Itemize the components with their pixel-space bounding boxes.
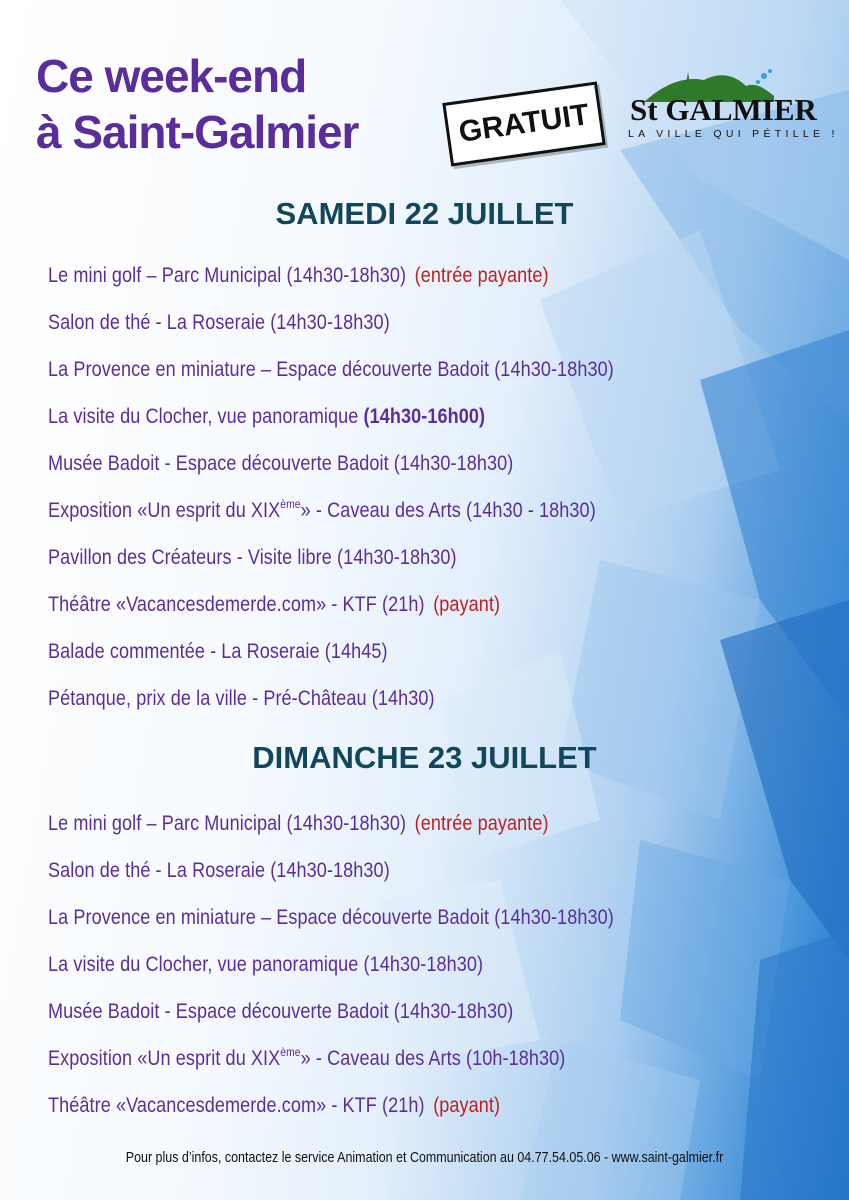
event-price-note: (entrée payante) <box>414 264 549 287</box>
event-text: Pétanque, prix de la ville - Pré-Château (14h30) <box>48 687 435 710</box>
event-item <box>48 487 614 534</box>
event-item <box>48 675 614 722</box>
event-text: Salon de thé - La Roseraie (14h30-18h30) <box>48 859 390 882</box>
footer-contact: Pour plus d’infos, contactez le service Animation et Communication au 04.77.54.05.06 - www.saint-galmier.fr <box>125 1150 724 1166</box>
stamp-label: GRATUIT <box>456 98 592 149</box>
event-item <box>48 534 614 581</box>
event-text-continued: » - Caveau des Arts (10h-18h30) <box>300 1047 566 1070</box>
saturday-events-list <box>48 252 706 722</box>
event-text: Balade commentée - La Roseraie (14h45) <box>48 640 388 663</box>
saint-galmier-logo <box>624 66 839 152</box>
event-text: Théâtre «Vacancesdemerde.com» - KTF (21h) <box>48 1094 425 1117</box>
saturday-heading: SAMEDI 22 JUILLET <box>275 196 574 231</box>
event-item <box>48 440 614 487</box>
event-text: Musée Badoit - Espace découverte Badoit (14h30-18h30) <box>48 452 514 475</box>
title-line-2: à Saint-Galmier <box>36 106 359 158</box>
event-price-note: (entrée payante) <box>414 812 549 835</box>
event-item <box>48 252 614 299</box>
event-text: Le mini golf – Parc Municipal (14h30-18h30) <box>48 812 407 835</box>
event-item <box>48 299 614 346</box>
event-item <box>48 894 614 941</box>
sunday-events-list <box>48 800 706 1129</box>
event-superscript: ème <box>280 497 301 511</box>
event-text: Exposition «Un esprit du XIX <box>48 1047 281 1070</box>
sunday-heading: DIMANCHE 23 JUILLET <box>252 740 597 775</box>
event-item <box>48 581 614 628</box>
event-item <box>48 628 614 675</box>
event-time-bold: (14h30-16h00) <box>363 405 486 428</box>
event-price-note: (payant) <box>433 593 501 616</box>
event-text: La Provence en miniature – Espace découverte Badoit (14h30-18h30) <box>48 906 614 929</box>
event-item <box>48 1035 614 1082</box>
event-item <box>48 988 614 1035</box>
event-text: Musée Badoit - Espace découverte Badoit (14h30-18h30) <box>48 1000 514 1023</box>
event-text: Exposition «Un esprit du XIX <box>48 499 281 522</box>
event-text: Théâtre «Vacancesdemerde.com» - KTF (21h) <box>48 593 425 616</box>
event-text: Salon de thé - La Roseraie (14h30-18h30) <box>48 311 390 334</box>
title-line-1: Ce week-end <box>36 50 307 102</box>
event-text: Le mini golf – Parc Municipal (14h30-18h30) <box>48 264 407 287</box>
event-superscript: ème <box>280 1045 301 1059</box>
event-price-note: (payant) <box>433 1094 501 1117</box>
event-item <box>48 941 614 988</box>
event-item <box>48 346 614 393</box>
logo-tagline: LA VILLE QUI PÉTILLE ! <box>628 128 839 140</box>
event-text: La visite du Clocher, vue panoramique (14h30-18h30) <box>48 953 484 976</box>
event-text-continued: » - Caveau des Arts (14h30 - 18h30) <box>300 499 596 522</box>
event-text: La Provence en miniature – Espace découverte Badoit (14h30-18h30) <box>48 358 614 381</box>
event-item <box>48 847 614 894</box>
page-title <box>36 48 358 160</box>
event-item <box>48 800 614 847</box>
event-text: Pavillon des Créateurs - Visite libre (14h30-18h30) <box>48 546 457 569</box>
event-item <box>48 1082 614 1129</box>
logo-name: St GALMIER <box>630 92 817 127</box>
event-item <box>48 393 614 440</box>
event-text: La visite du Clocher, vue panoramique <box>48 405 359 428</box>
